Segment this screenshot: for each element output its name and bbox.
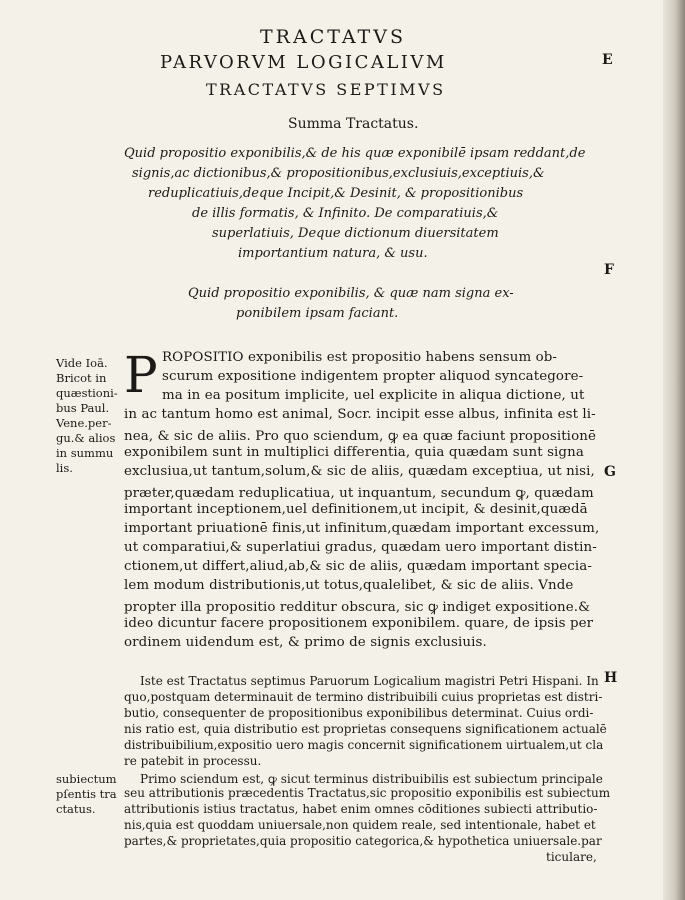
margin-note-line: gu.& alios xyxy=(56,431,116,445)
main-text-line: præter,quædam reduplicatiua, ut inquantum, secundum ꝙ, quædam xyxy=(124,486,594,501)
main-text-line: ma in ea positum implicite, uel explicite in aliqua dictione, ut xyxy=(162,388,585,403)
margin-note-line: subiectum xyxy=(56,772,117,786)
margin-note-line: pſentis tra xyxy=(56,787,117,801)
commentary-line: nis,quia est quoddam uniuersale,non quidem reale, sed intentionale, habet et xyxy=(124,818,596,832)
summary-line: reduplicatiuis,deque Incipit,& Desinit, & propositionibus xyxy=(148,186,524,201)
commentary-line: partes,& proprietates,quia propositio categorica,& hypothetica uniuersale.par xyxy=(124,834,602,848)
commentary-line: quo,postquam determinauit de termino distribuibili cuius proprietas est distri- xyxy=(124,690,603,704)
margin-note-line: quæstioni- xyxy=(56,386,118,400)
section-letter: F xyxy=(604,262,614,278)
section-letter: E xyxy=(602,52,613,68)
main-text-line: lem modum distributionis,ut totus,qualelibet, & sic de aliis. Vnde xyxy=(124,578,574,593)
main-text-line: ut comparatiui,& superlatiui gradus, quædam uero important distin- xyxy=(124,540,597,555)
commentary-line: nis ratio est, quia distributio est proprietas consequens significationem actualē xyxy=(124,722,607,736)
margin-note-line: bus Paul. xyxy=(56,401,110,415)
main-text-line: ROPOSITIO exponibilis est propositio habens sensum ob- xyxy=(162,350,558,365)
margin-note-line: Vene.per- xyxy=(56,416,112,430)
main-text-line: important priuationē finis,ut infinitum,quædam important excessum, xyxy=(124,521,600,536)
summary-line: importantium natura, & usu. xyxy=(238,246,428,261)
section-heading-line: ponibilem ipsam faciant. xyxy=(236,306,399,321)
tract-title: TRACTATVS SEPTIMVS xyxy=(206,80,446,99)
margin-note-line: lis. xyxy=(56,461,73,475)
main-text-line: propter illa propositio redditur obscura, sic ꝙ indiget expositione.& xyxy=(124,600,591,615)
summary-line: superlatiuis, Deque dictionum diuersitatem xyxy=(212,226,499,241)
commentary-line: re patebit in processu. xyxy=(124,754,262,768)
commentary-line: distribuibilium,expositio uero magis concernit significationem uirtualem,ut cla xyxy=(124,738,604,752)
commentary-line: attributionis istius tractatus, habet enim omnes cōditiones subiecti attributio- xyxy=(124,802,598,816)
commentary-line: ticulare, xyxy=(546,850,597,864)
margin-note-line: Vide Ioā. xyxy=(56,356,108,370)
main-text-line: ctionem,ut differt,aliud,ab,& sic de aliis, quædam important specia- xyxy=(124,559,592,574)
running-title: TRACTATVS xyxy=(260,26,406,48)
summary-heading: Summa Tractatus. xyxy=(288,116,419,132)
section-letter: G xyxy=(604,464,616,480)
summary-line: de illis formatis, & Infinito. De comparatiuis,& xyxy=(192,206,499,221)
main-text-line: ordinem uidendum est, & primo de signis exclusiuis. xyxy=(124,635,487,650)
main-text-line: nea, & sic de aliis. Pro quo sciendum, ꝙ ea quæ faciunt propositionē xyxy=(124,429,596,444)
margin-note-line: Bricot in xyxy=(56,371,107,385)
commentary-line: Primo sciendum est, ꝙ sicut terminus distribuibilis est subiectum principale xyxy=(140,772,603,786)
summary-line: Quid propositio exponibilis,& de his quæ exponibilē ipsam reddant,de xyxy=(124,146,586,161)
summary-line: signis,ac dictionibus,& propositionibus,exclusiuis,exceptiuis,& xyxy=(132,166,545,181)
main-text-line: exclusiua,ut tantum,solum,& sic de aliis, quædam exceptiua, ut nisi, xyxy=(124,464,595,479)
main-text-line: in ac tantum homo est animal, Socr. incipit esse albus, infinita est li- xyxy=(124,407,596,422)
page-edge-shadow xyxy=(663,0,685,900)
commentary-line: butio, consequenter de propositionibus exponibilibus determinat. Cuius ordi- xyxy=(124,706,594,720)
commentary-line: Iste est Tractatus septimus Paruorum Logicalium magistri Petri Hispani. In xyxy=(140,674,599,688)
margin-note-line: ctatus. xyxy=(56,802,96,816)
main-text-line: exponibilem sunt in multiplici differentia, quia quædam sunt signa xyxy=(124,445,584,460)
section-letter: H xyxy=(604,670,618,686)
commentary-line: seu attributionis præcedentis Tractatus,sic propositio exponibilis est subiectum xyxy=(124,786,611,800)
work-title: PARVORVM LOGICALIVM xyxy=(160,52,447,73)
main-text-line: important inceptionem,uel definitionem,ut incipit, & desinit,quædā xyxy=(124,502,588,517)
main-text-line: scurum expositione indigentem propter aliquod syncategore- xyxy=(162,369,584,384)
section-heading-line: Quid propositio exponibilis, & quæ nam signa ex- xyxy=(188,286,514,301)
main-text-line: ideo dicuntur facere propositionem exponibilem. quare, de ipsis per xyxy=(124,616,594,631)
drop-cap: P xyxy=(124,346,158,404)
margin-note-line: in summu xyxy=(56,446,114,460)
